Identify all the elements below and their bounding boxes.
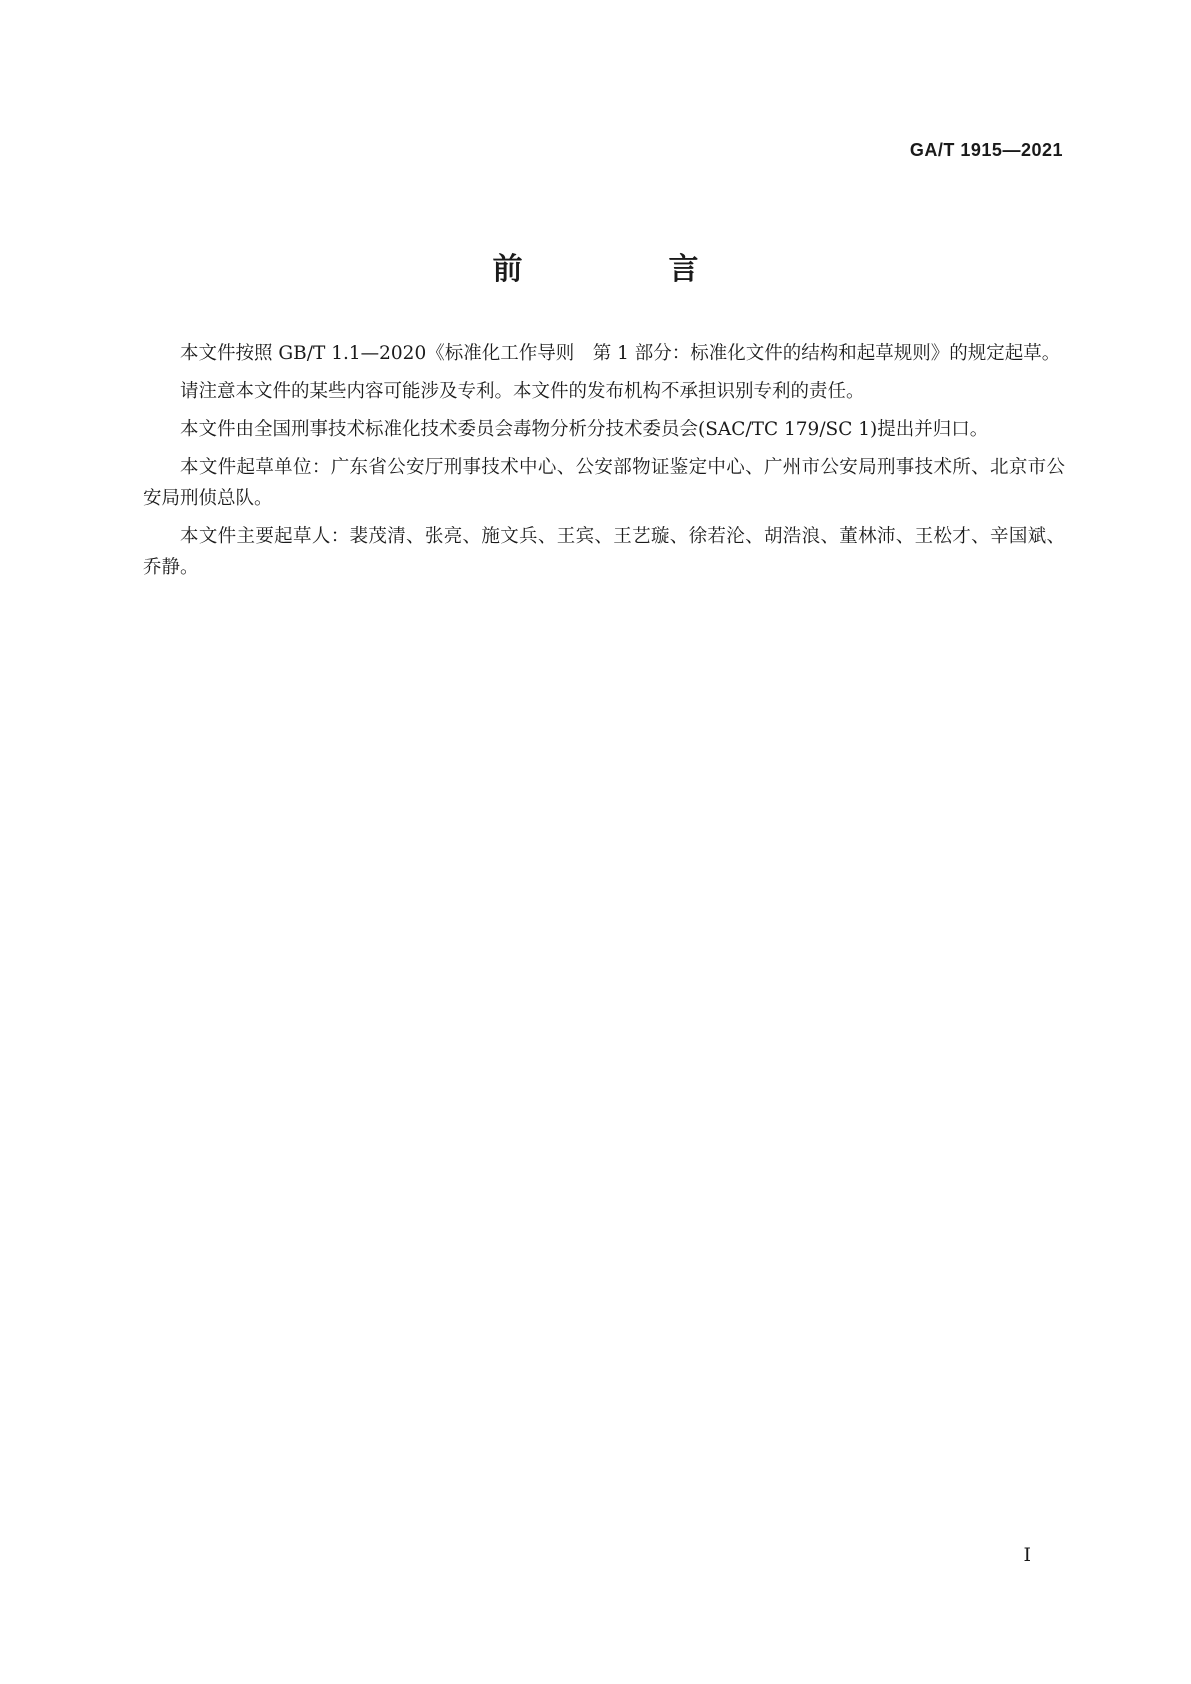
page-title: 前 言 xyxy=(492,252,757,287)
document-code: GA/T 1915—2021 xyxy=(909,140,1063,160)
paragraph-drafting-rules: 本文件按照 GB/T 1.1—2020《标准化工作导则 第 1 部分：标准化文件的结构和起草规则》的规定起草。 xyxy=(180,343,1061,364)
foreword-body xyxy=(143,338,1065,590)
paragraph-drafters: 本文件主要起草人：裴茂清、张亮、施文兵、王宾、王艺璇、徐若沦、胡浩浪、董林沛、王松才、辛国斌、乔静。 xyxy=(143,526,1065,578)
paragraph-patent-notice: 请注意本文件的某些内容可能涉及专利。本文件的发布机构不承担识别专利的责任。 xyxy=(180,381,865,402)
paragraph-drafting-units: 本文件起草单位：广东省公安厅刑事技术中心、公安部物证鉴定中心、广州市公安局刑事技术所、北京市公安局刑侦总队。 xyxy=(143,457,1065,509)
paragraph-proposer: 本文件由全国刑事技术标准化技术委员会毒物分析分技术委员会(SAC/TC 179/SC 1)提出并归口。 xyxy=(180,419,989,440)
page-number: I xyxy=(1023,1544,1031,1566)
